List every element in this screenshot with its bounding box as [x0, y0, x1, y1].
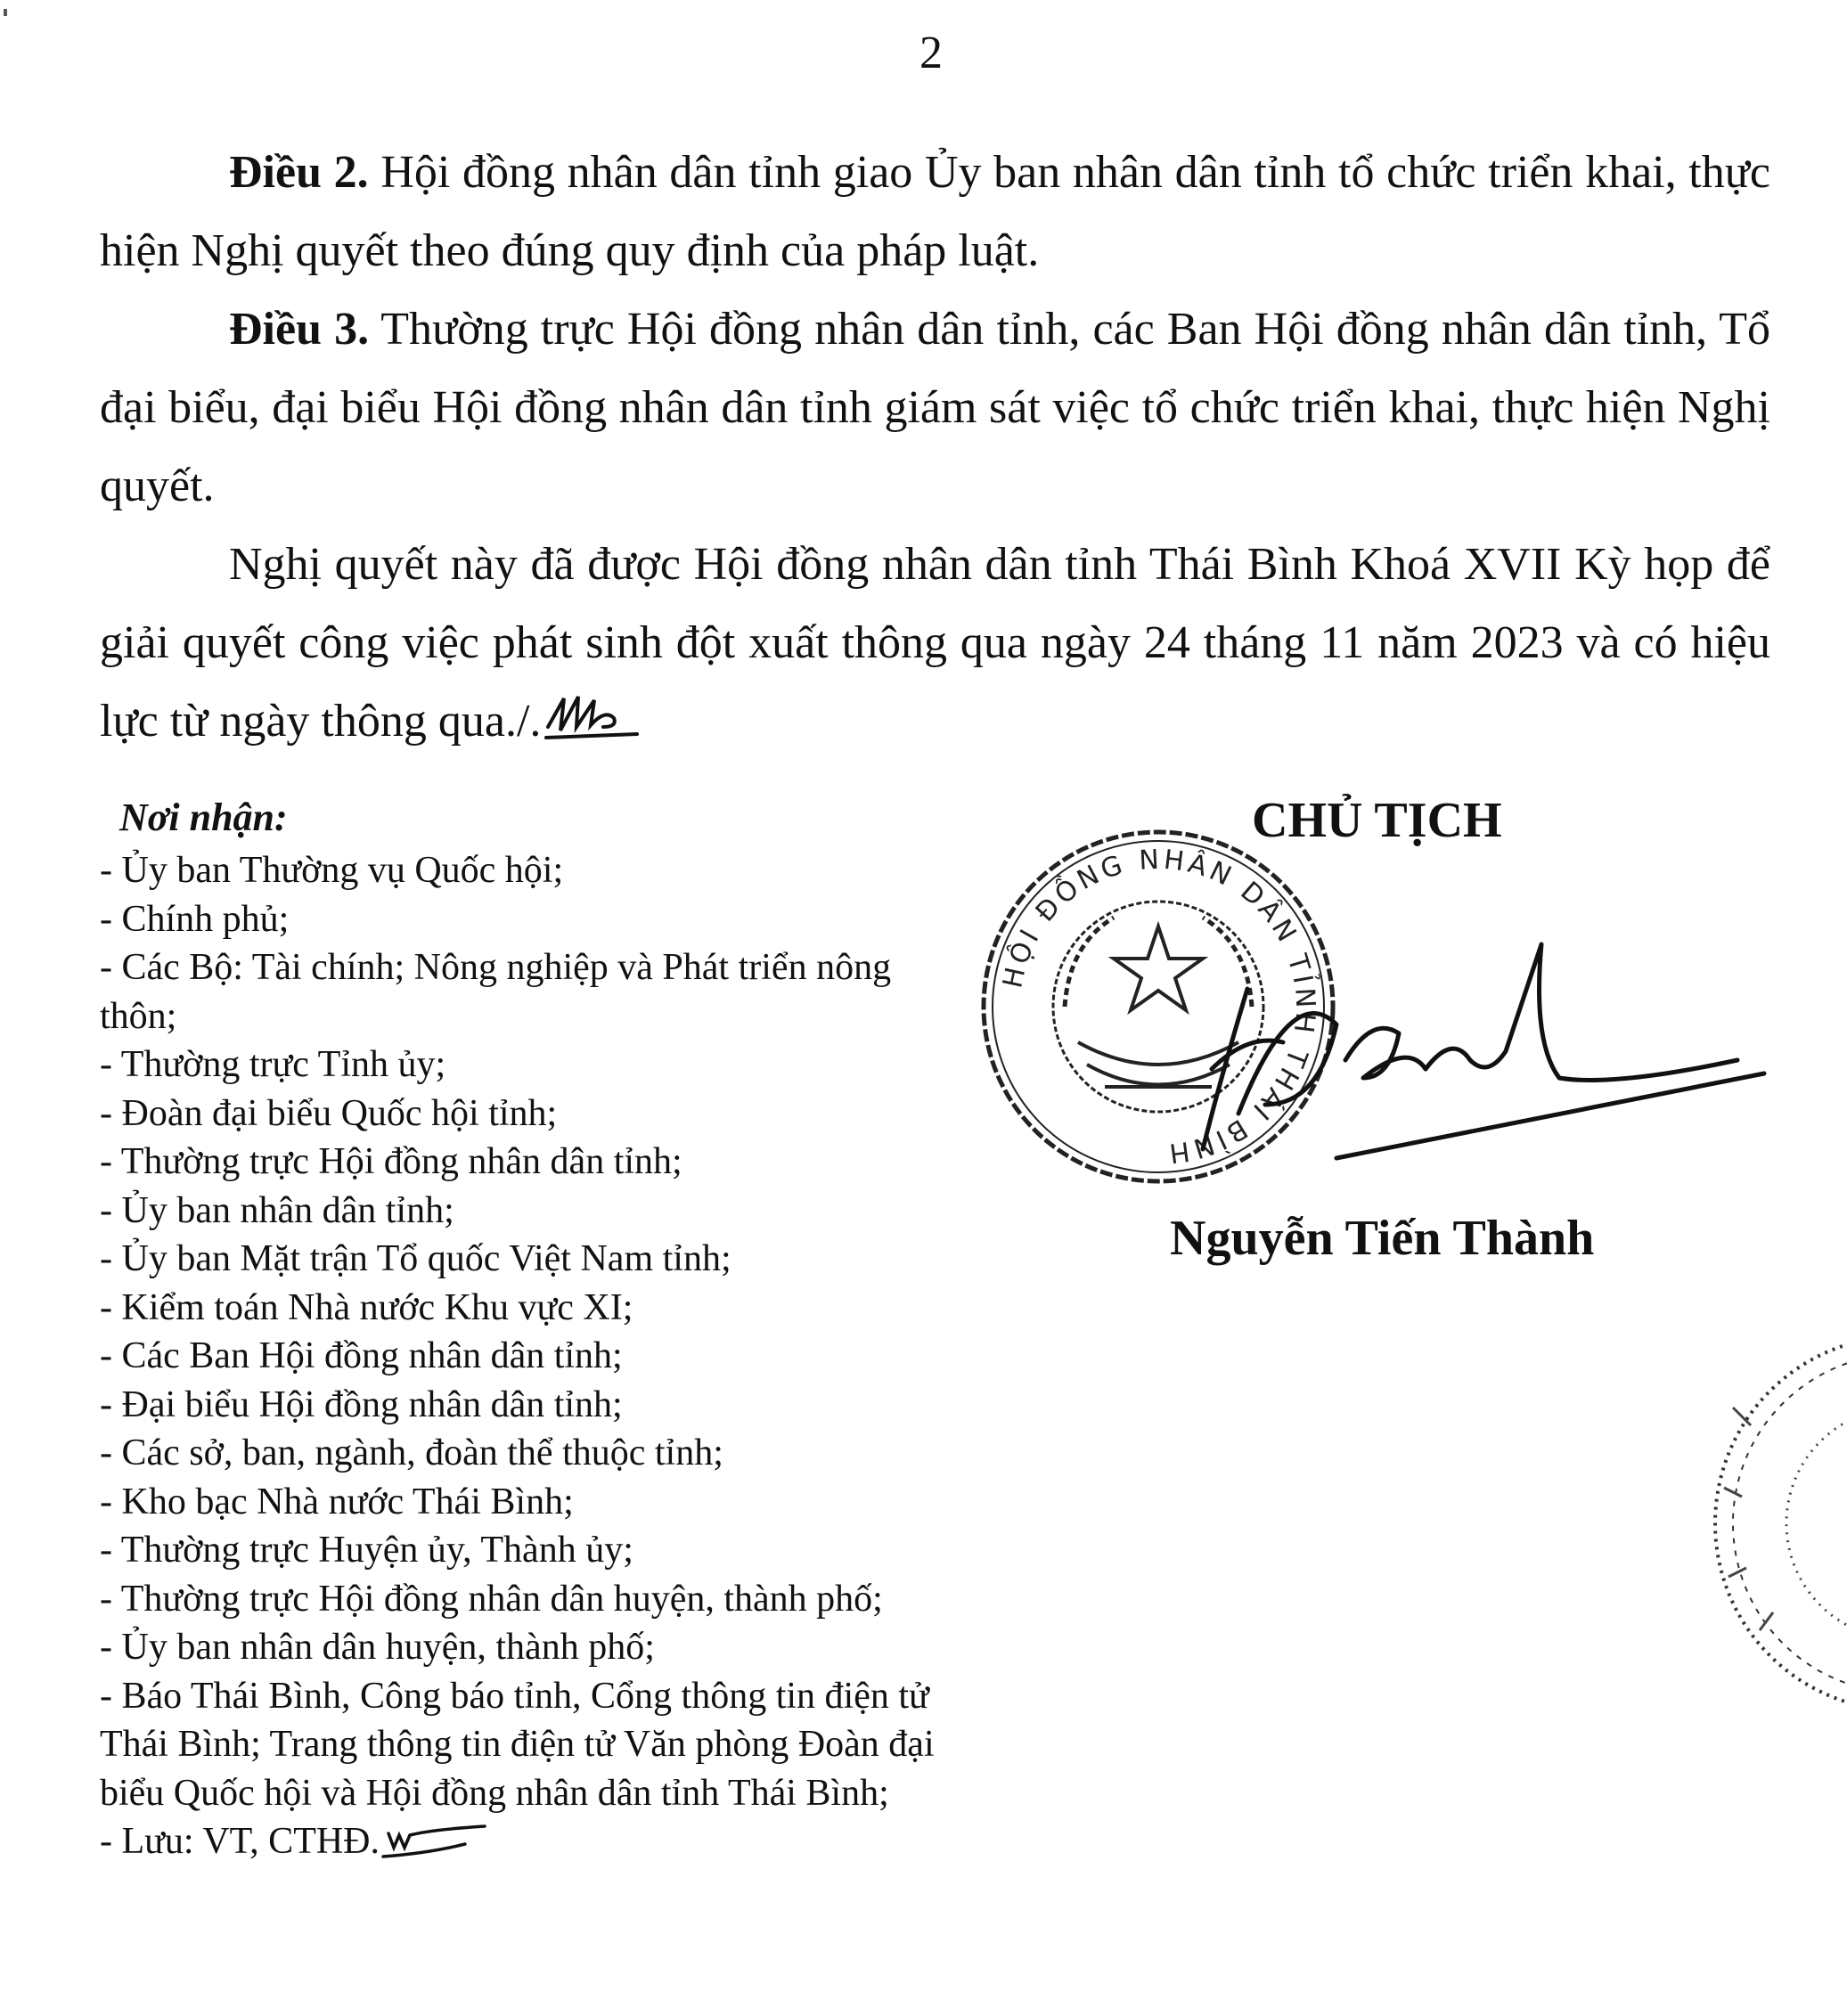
page-number: 2 [919, 28, 943, 78]
recipients-block [100, 791, 942, 1866]
article-2 [100, 134, 1770, 290]
recipient-item: - Ủy ban Thường vụ Quốc hội; [100, 850, 564, 891]
recipient-item: - Ủy ban nhân dân huyện, thành phố; [100, 1627, 655, 1668]
recipient-item: - Ủy ban Mặt trận Tổ quốc Việt Nam tỉnh; [100, 1238, 731, 1279]
article-3-heading: Điều 3. [229, 304, 370, 355]
signer-name: Nguyễn Tiến Thành [1170, 1211, 1595, 1266]
recipient-item: - Kho bạc Nhà nước Thái Bình; [100, 1481, 574, 1522]
article-3 [100, 290, 1770, 526]
recipient-item: - Thường trực Huyện ủy, Thành ủy; [100, 1530, 633, 1571]
recipient-item: - Các Bộ: Tài chính; Nông nghiệp và Phát triển nông thôn; [100, 947, 892, 1037]
recipient-item: - Các Ban Hội đồng nhân dân tỉnh; [100, 1335, 623, 1376]
seal-text: HỘI ĐỒNG NHÂN DÂN TỈNH THÁI BÌNH [997, 844, 1321, 1170]
closing-paragraph [100, 526, 1770, 761]
recipient-item: - Thường trực Tỉnh ủy; [100, 1044, 446, 1085]
recipient-item: - Ủy ban nhân dân tỉnh; [100, 1189, 454, 1231]
recipient-item: - Đại biểu Hội đồng nhân dân tỉnh; [100, 1383, 623, 1425]
recipient-item-archive [100, 1817, 942, 1866]
archive-initials-icon [376, 1821, 492, 1865]
article-2-text: Hội đồng nhân dân tỉnh giao Ủy ban nhân dân tỉnh tổ chức triển khai, thực hiện Nghị quyết theo đúng quy định của pháp luật. [100, 147, 1770, 276]
recipient-item: - Đoàn đại biểu Quốc hội tỉnh; [100, 1092, 558, 1134]
recipient-item: - Thường trực Hội đồng nhân dân huyện, thành phố; [100, 1578, 883, 1620]
article-2-heading: Điều 2. [229, 147, 369, 198]
closing-text: Nghị quyết này đã được Hội đồng nhân dân tỉnh Thái Bình Khoá XVII Kỳ họp để giải quyết công việc phát sinh đột xuất thông qua ngày 24 tháng 11 năm 2023 và có hiệu lực từ ngày thông qua./. [100, 539, 1770, 747]
page-edge-seal-icon [1697, 1310, 1847, 1719]
recipients-list [100, 846, 942, 1866]
recipient-item: - Thường trực Hội đồng nhân dân tỉnh; [100, 1141, 682, 1182]
recipient-item: - Báo Thái Bình, Công báo tỉnh, Cổng thông tin điện tử Thái Bình; Trang thông tin điện tử Văn phòng Đoàn đại biểu Quốc hội và Hội đồng nhân dân tỉnh Thái Bình; [100, 1675, 935, 1814]
recipient-item: - Chính phủ; [100, 898, 290, 940]
scan-edge-mark [4, 9, 7, 16]
recipients-title: Nơi nhận: [119, 796, 288, 839]
handwritten-signature-icon [1185, 926, 1791, 1185]
recipient-item: - Các sở, ban, ngành, đoàn thể thuộc tỉnh; [100, 1432, 723, 1473]
recipient-item: - Kiểm toán Nhà nước Khu vực XI; [100, 1286, 633, 1328]
article-3-text: Thường trực Hội đồng nhân dân tỉnh, các Ban Hội đồng nhân dân tỉnh, Tổ đại biểu, đại biểu Hội đồng nhân dân tỉnh giám sát việc tổ chức triển khai, thực hiện Nghị quyết. [100, 304, 1771, 511]
initials-mark-icon [543, 691, 641, 741]
signer-title: CHỦ TỊCH [1252, 793, 1502, 848]
archive-text: - Lưu: VT, CTHĐ. [100, 1821, 380, 1862]
